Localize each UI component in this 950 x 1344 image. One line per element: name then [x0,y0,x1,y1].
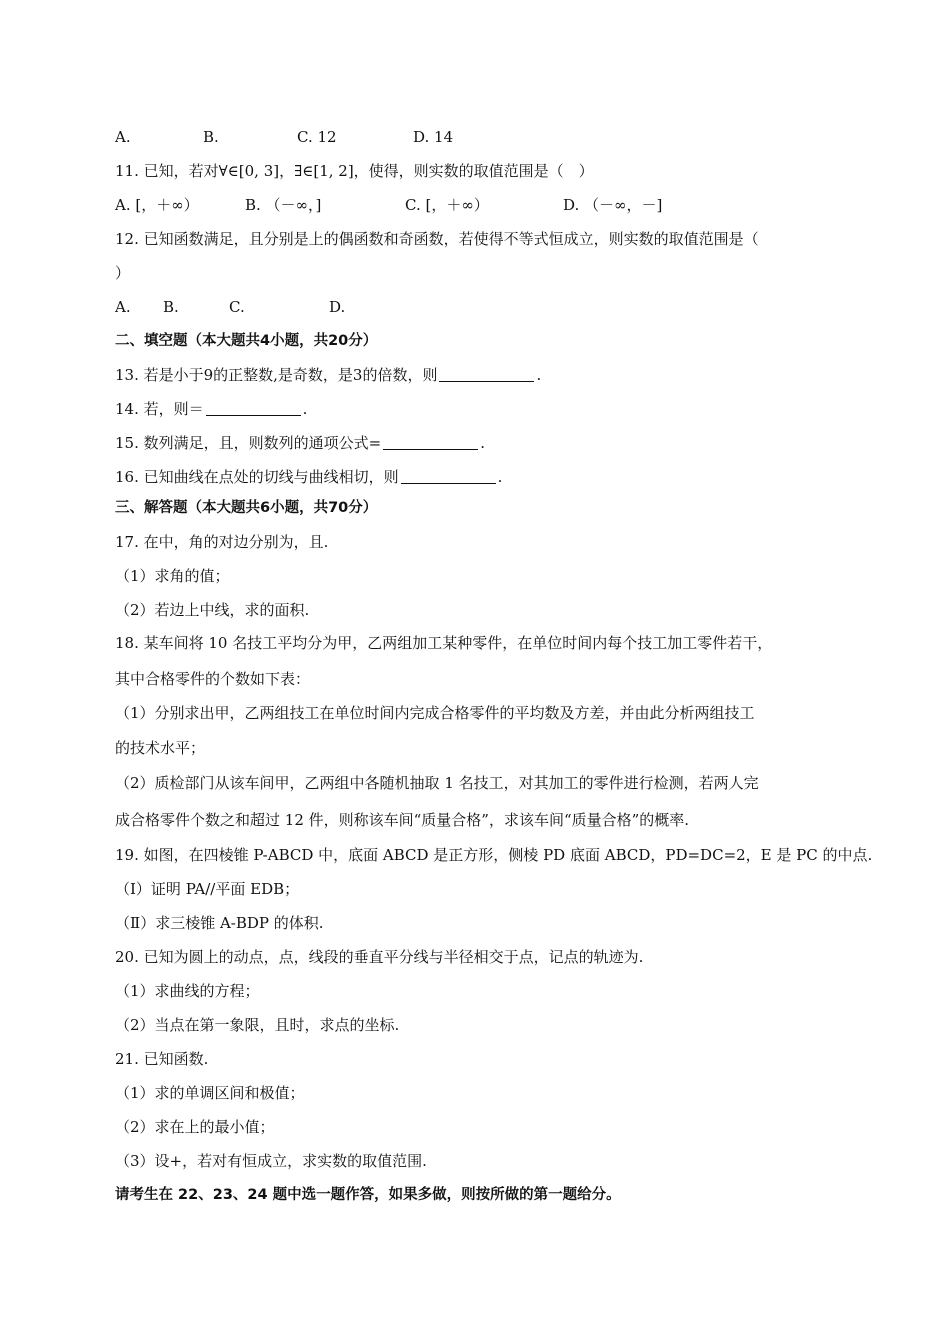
q16-text: 16. 已知曲线在点处的切线与曲线相切，则 [115,468,399,486]
q20-part1: （1）求曲线的方程； [115,982,260,1000]
q11-option-b: B. （－∞，] [245,196,322,214]
q14 [115,399,307,419]
q13-end: . [536,366,542,384]
section-heading-solutions: 三、解答题（本大题共6小题，共70分） [115,500,378,516]
q21-part1: （1）求的单调区间和极值； [115,1084,305,1102]
q11-stem: 11. 已知，若对∀∈[0, 3]，∃∈[1, 2]，使得，则实数的取值范围是（ ） [115,162,594,180]
q15-answer-blank[interactable] [383,435,478,450]
q18-part2-line1: （2）质检部门从该车间甲，乙两组中各随机抽取 1 名技工，对其加工的零件进行检测，若两人完 [115,774,759,792]
q12-stem: 12. 已知函数满足，且分别是上的偶函数和奇函数，若使得不等式恒成立，则实数的取值范围是（ [115,230,759,248]
q18-part2-line2: 成合格零件个数之和超过 12 件，则称该车间“质量合格”，求该车间“质量合格”的概率. [115,811,690,829]
q21-part2: （2）求在上的最小值； [115,1118,275,1136]
q11-option-a: A. [，＋∞） [115,196,199,214]
q18-part1-line2: 的技术水平； [115,739,206,757]
q10-option-d: D. 14 [413,128,454,146]
q19-part2: （Ⅱ）求三棱锥 A-BDP 的体积. [115,914,324,932]
q10-option-a: A. [115,128,131,146]
q16-end: . [497,468,503,486]
q11-option-d: D. （－∞，－] [563,196,663,214]
q21-stem: 21. 已知函数. [115,1050,209,1068]
q15-text: 15. 数列满足，且，则数列的通项公式= [115,434,382,452]
q11-option-c: C. [，＋∞） [405,196,489,214]
q12-option-b: B. [163,298,179,316]
q12-stem-end: ） [115,264,131,282]
q10-option-c: C. 12 [297,128,337,146]
q14-end: . [302,400,308,418]
q12-option-d: D. [329,298,346,316]
q19-stem: 19. 如图，在四棱锥 P-ABCD 中，底面 ABCD 是正方形，侧棱 PD 底面 ABCD，PD=DC=2，E 是 PC 的中点. [115,846,873,864]
q18-part1-line1: （1）分别求出甲，乙两组技工在单位时间内完成合格零件的平均数及方差，并由此分析两组技工 [115,704,755,722]
q13-answer-blank[interactable] [439,367,534,382]
q13-text: 13. 若是小于9的正整数,是奇数，是3的倍数，则 [115,366,438,384]
q19-part1: （Ⅰ）证明 PA//平面 EDB； [115,880,300,898]
q13 [115,365,541,385]
q14-text: 14. 若，则＝ [115,400,204,418]
q11-options [115,195,662,215]
q17-part2: （2）若边上中线，求的面积. [115,601,310,619]
q10-options [115,127,453,147]
q15 [115,433,485,453]
q12-option-c: C. [229,298,245,316]
q18-stem-line2: 其中合格零件的个数如下表： [115,670,311,688]
q18-stem-line1: 18. 某车间将 10 名技工平均分为甲，乙两组加工某种零件，在单位时间内每个技工加工零件若干， [115,634,773,652]
q20-stem: 20. 已知为圆上的动点，点，线段的垂直平分线与半径相交于点，记点的轨迹为. [115,948,644,966]
q12-options [115,297,345,317]
q14-answer-blank[interactable] [206,401,301,416]
choose-one-note: 请考生在 22、23、24 题中选一题作答，如果多做，则按所做的第一题给分。 [115,1187,621,1203]
q20-part2: （2）当点在第一象限，且时，求点的坐标. [115,1016,400,1034]
section-heading-fill-blank: 二、填空题（本大题共4小题，共20分） [115,333,378,349]
q15-end: . [480,434,485,452]
q12-option-a: A. [115,298,131,316]
q16-answer-blank[interactable] [401,469,496,484]
q16 [115,467,502,487]
q10-option-b: B. [203,128,219,146]
q21-part3: （3）设+，若对有恒成立，求实数的取值范围. [115,1152,427,1170]
q17-stem: 17. 在中，角的对边分别为，且. [115,533,329,551]
q17-part1: （1）求角的值； [115,567,230,585]
